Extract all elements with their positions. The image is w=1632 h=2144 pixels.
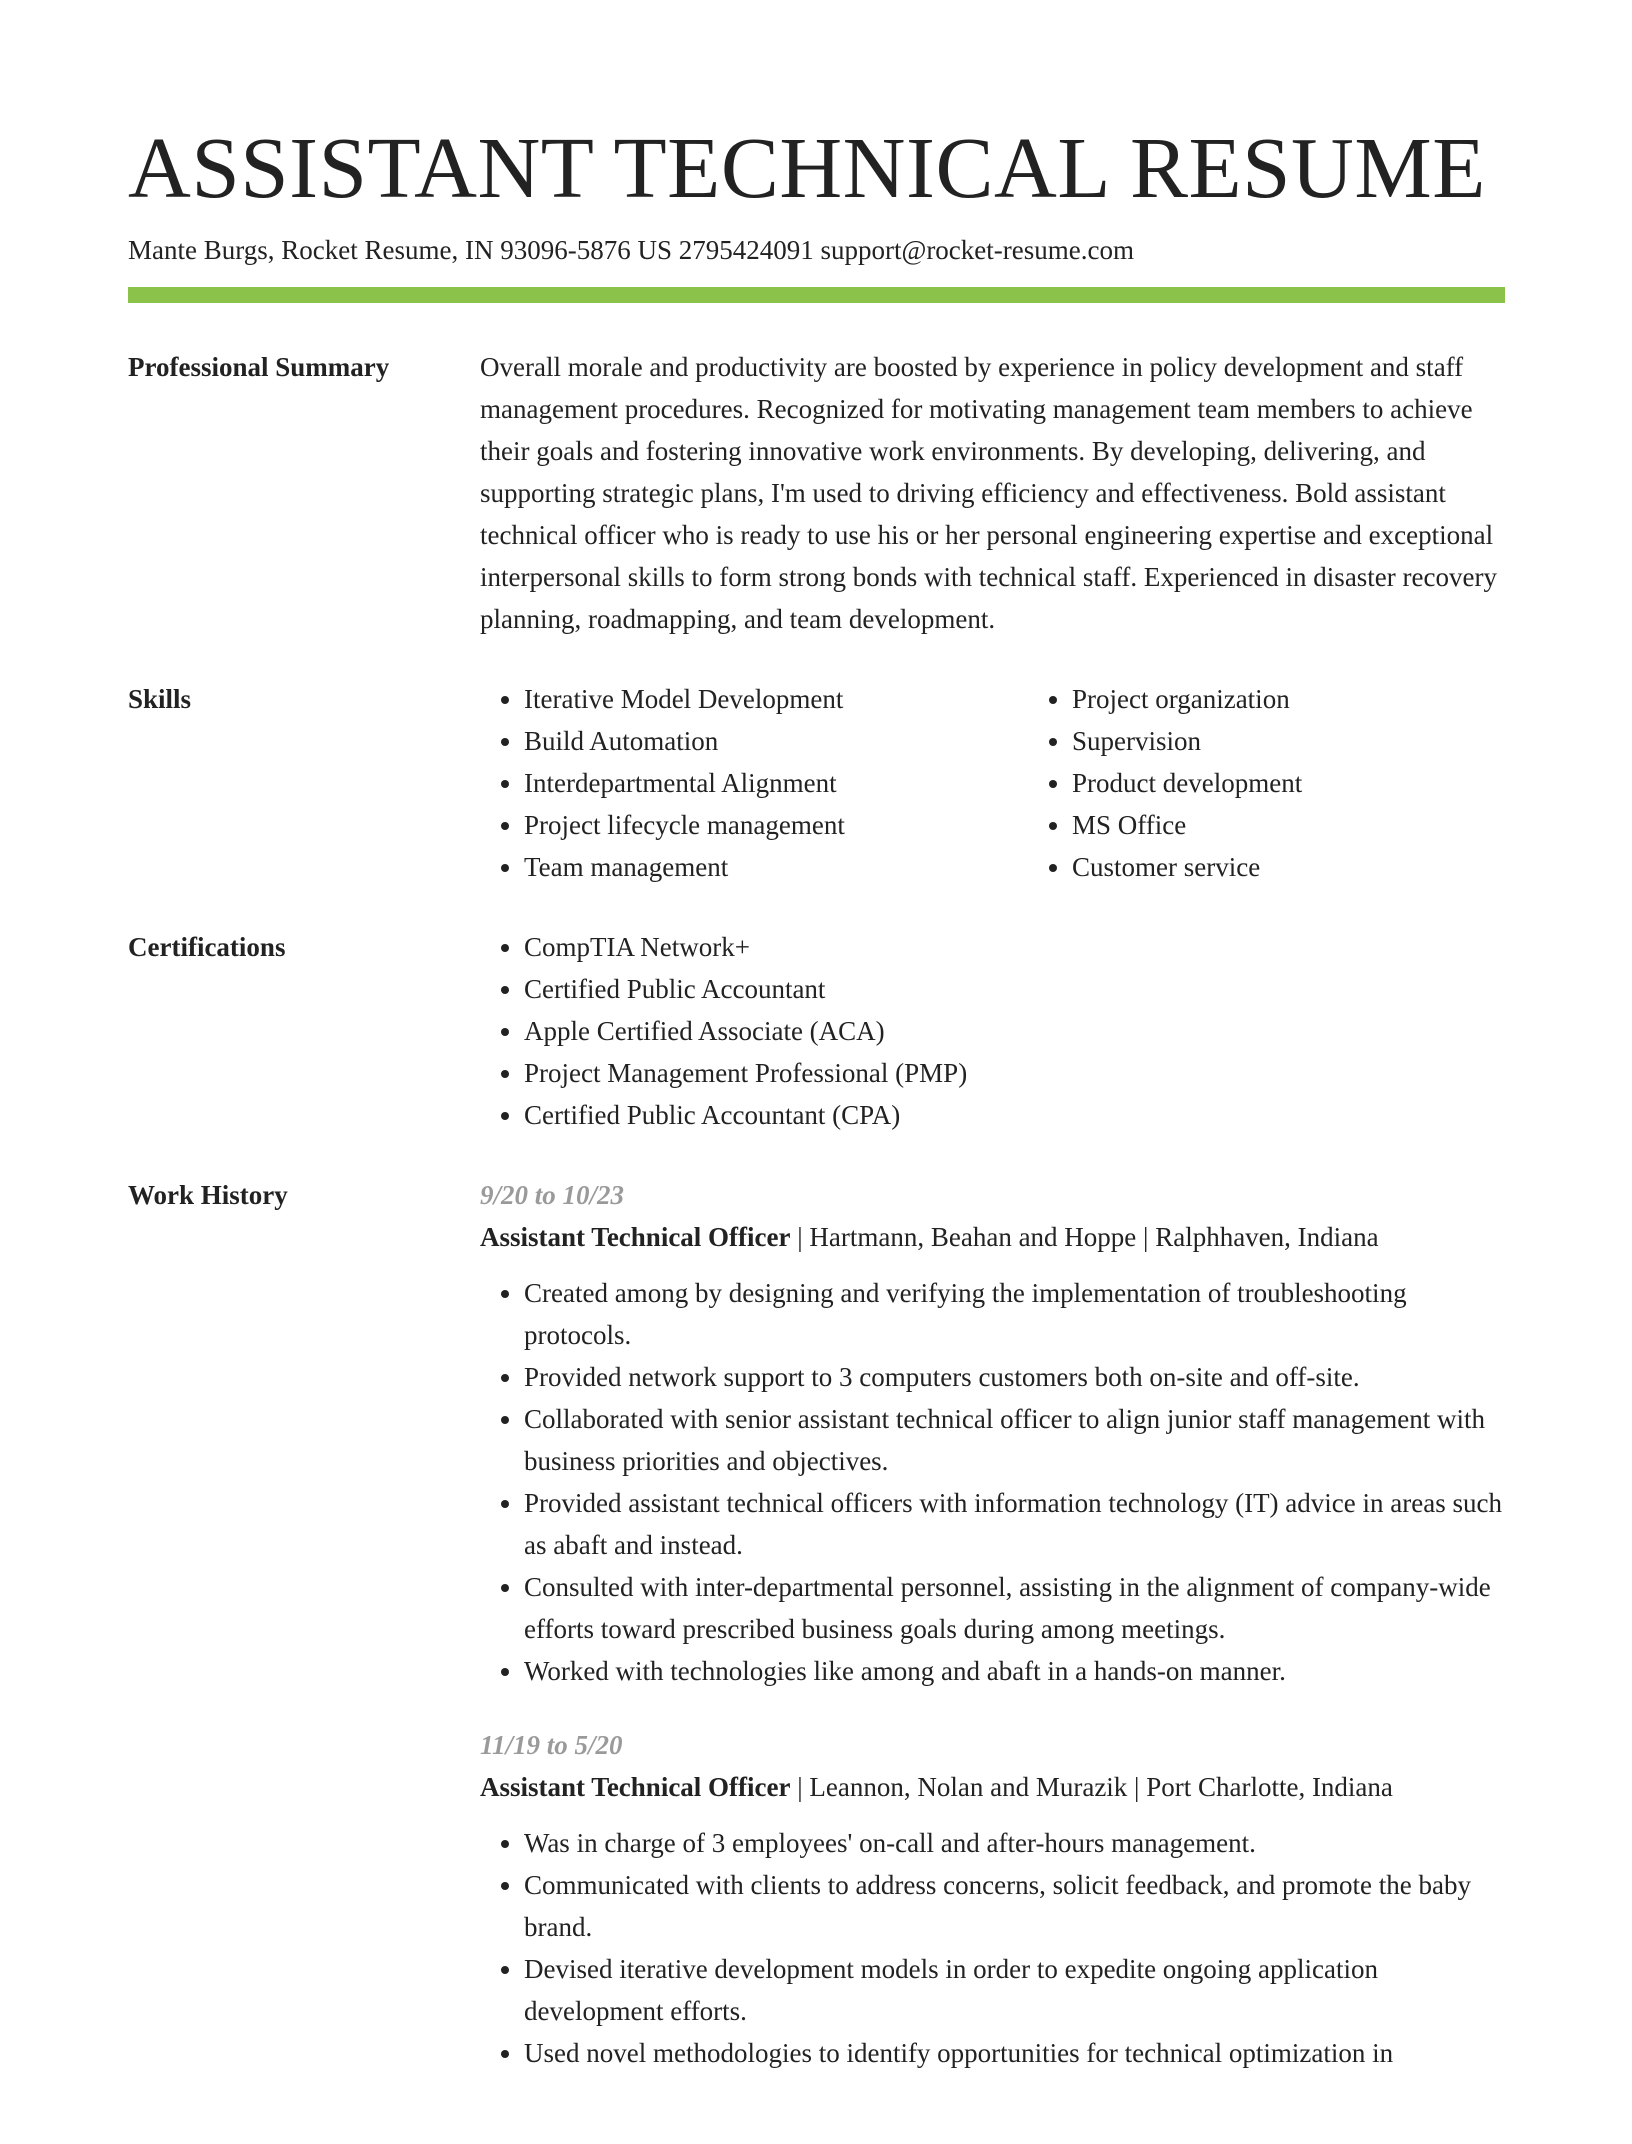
section-professional-summary (128, 346, 1505, 640)
skill-item: • Team management (524, 846, 1028, 888)
certification-item: • Certified Public Accountant (CPA) (524, 1094, 1505, 1136)
section-label: Professional Summary (128, 352, 390, 382)
skills-grid (480, 678, 1576, 888)
section-label: Skills (128, 684, 192, 714)
skill-item: • MS Office (1072, 804, 1576, 846)
job-bullets (480, 1272, 1505, 1692)
section-label: Certifications (128, 932, 286, 962)
certification-item: • Certified Public Accountant (524, 968, 1505, 1010)
skill-item: • Interdepartmental Alignment (524, 762, 1028, 804)
skill-item: • Project organization (1072, 678, 1576, 720)
job-bullet: • Used novel methodologies to identify opportunities for technical optimization in (524, 2032, 1505, 2074)
resume-title: ASSISTANT TECHNICAL RESUME (128, 119, 1486, 216)
job-dates: 11/19 to 5/20 (480, 1730, 623, 1760)
job-bullet: • Communicated with clients to address concerns, solicit feedback, and promote the baby brand. (524, 1864, 1505, 1948)
job-title: Assistant Technical Officer (480, 1222, 791, 1252)
job-bullet: • Provided assistant technical officers with information technology (IT) advice in areas such as abaft and instead. (524, 1482, 1505, 1566)
certification-item: • Project Management Professional (PMP) (524, 1052, 1505, 1094)
contact-info: Mante Burgs, Rocket Resume, IN 93096-5876 US 2795424091 support@rocket-resume.com (128, 235, 1134, 265)
section-work-history (128, 1174, 1505, 2106)
job-bullet: • Created among by designing and verifying the implementation of troubleshooting protocols. (524, 1272, 1505, 1356)
job-bullet: • Was in charge of 3 employees' on-call and after-hours management. (524, 1822, 1505, 1864)
skill-item: • Supervision (1072, 720, 1576, 762)
job-dates: 9/20 to 10/23 (480, 1180, 625, 1210)
skills-list-right (1028, 678, 1576, 888)
job-bullets (480, 1822, 1505, 2074)
job-heading (480, 1216, 1505, 1258)
job-bullet: • Worked with technologies like among and abaft in a hands-on manner. (524, 1650, 1505, 1692)
job-details: | Leannon, Nolan and Murazik | Port Charlotte, Indiana (790, 1772, 1393, 1802)
job-bullet: • Consulted with inter-departmental personnel, assisting in the alignment of company-wide efforts toward prescribed business goals during among meetings. (524, 1566, 1505, 1650)
job-bullet: • Provided network support to 3 computers customers both on-site and off-site. (524, 1356, 1505, 1398)
certification-item: • Apple Certified Associate (ACA) (524, 1010, 1505, 1052)
skill-item: • Project lifecycle management (524, 804, 1028, 846)
certifications-list (480, 926, 1505, 1136)
skills-list-left (480, 678, 1028, 888)
section-body (480, 346, 1505, 640)
resume-header (128, 118, 1505, 303)
job-details: | Hartmann, Beahan and Hoppe | Ralphhaven, Indiana (790, 1222, 1379, 1252)
section-certifications (128, 926, 1505, 1136)
job-bullet: • Devised iterative development models in order to expedite ongoing application development efforts. (524, 1948, 1505, 2032)
certification-item: • CompTIA Network+ (524, 926, 1505, 968)
resume-content (128, 346, 1505, 2144)
summary-text: Overall morale and productivity are boosted by experience in policy development and staff management procedures. Recognized for motivating management team members to achieve their goals and fostering innovative work environments. By developing, delivering, and supporting strategic plans, I'm used to driving efficiency and effectiveness. Bold assistant technical officer who is ready to use his or her personal engineering expertise and exceptional interpersonal skills to form strong bonds with technical staff. Experienced in disaster recovery planning, roadmapping, and team development. (480, 352, 1497, 634)
job-heading (480, 1766, 1505, 1808)
skill-item: • Customer service (1072, 846, 1576, 888)
section-skills (128, 678, 1505, 888)
job-entry (480, 1724, 1505, 2074)
job-title: Assistant Technical Officer (480, 1772, 791, 1802)
section-body (480, 1174, 1505, 2106)
section-label: Work History (128, 1180, 288, 1210)
skill-item: • Product development (1072, 762, 1576, 804)
section-body (480, 926, 1505, 1136)
skill-item: • Build Automation (524, 720, 1028, 762)
job-entry (480, 1174, 1505, 1692)
skill-item: • Iterative Model Development (524, 678, 1028, 720)
job-bullet: • Collaborated with senior assistant technical officer to align junior staff management with business priorities and objectives. (524, 1398, 1505, 1482)
header-divider (128, 287, 1505, 303)
